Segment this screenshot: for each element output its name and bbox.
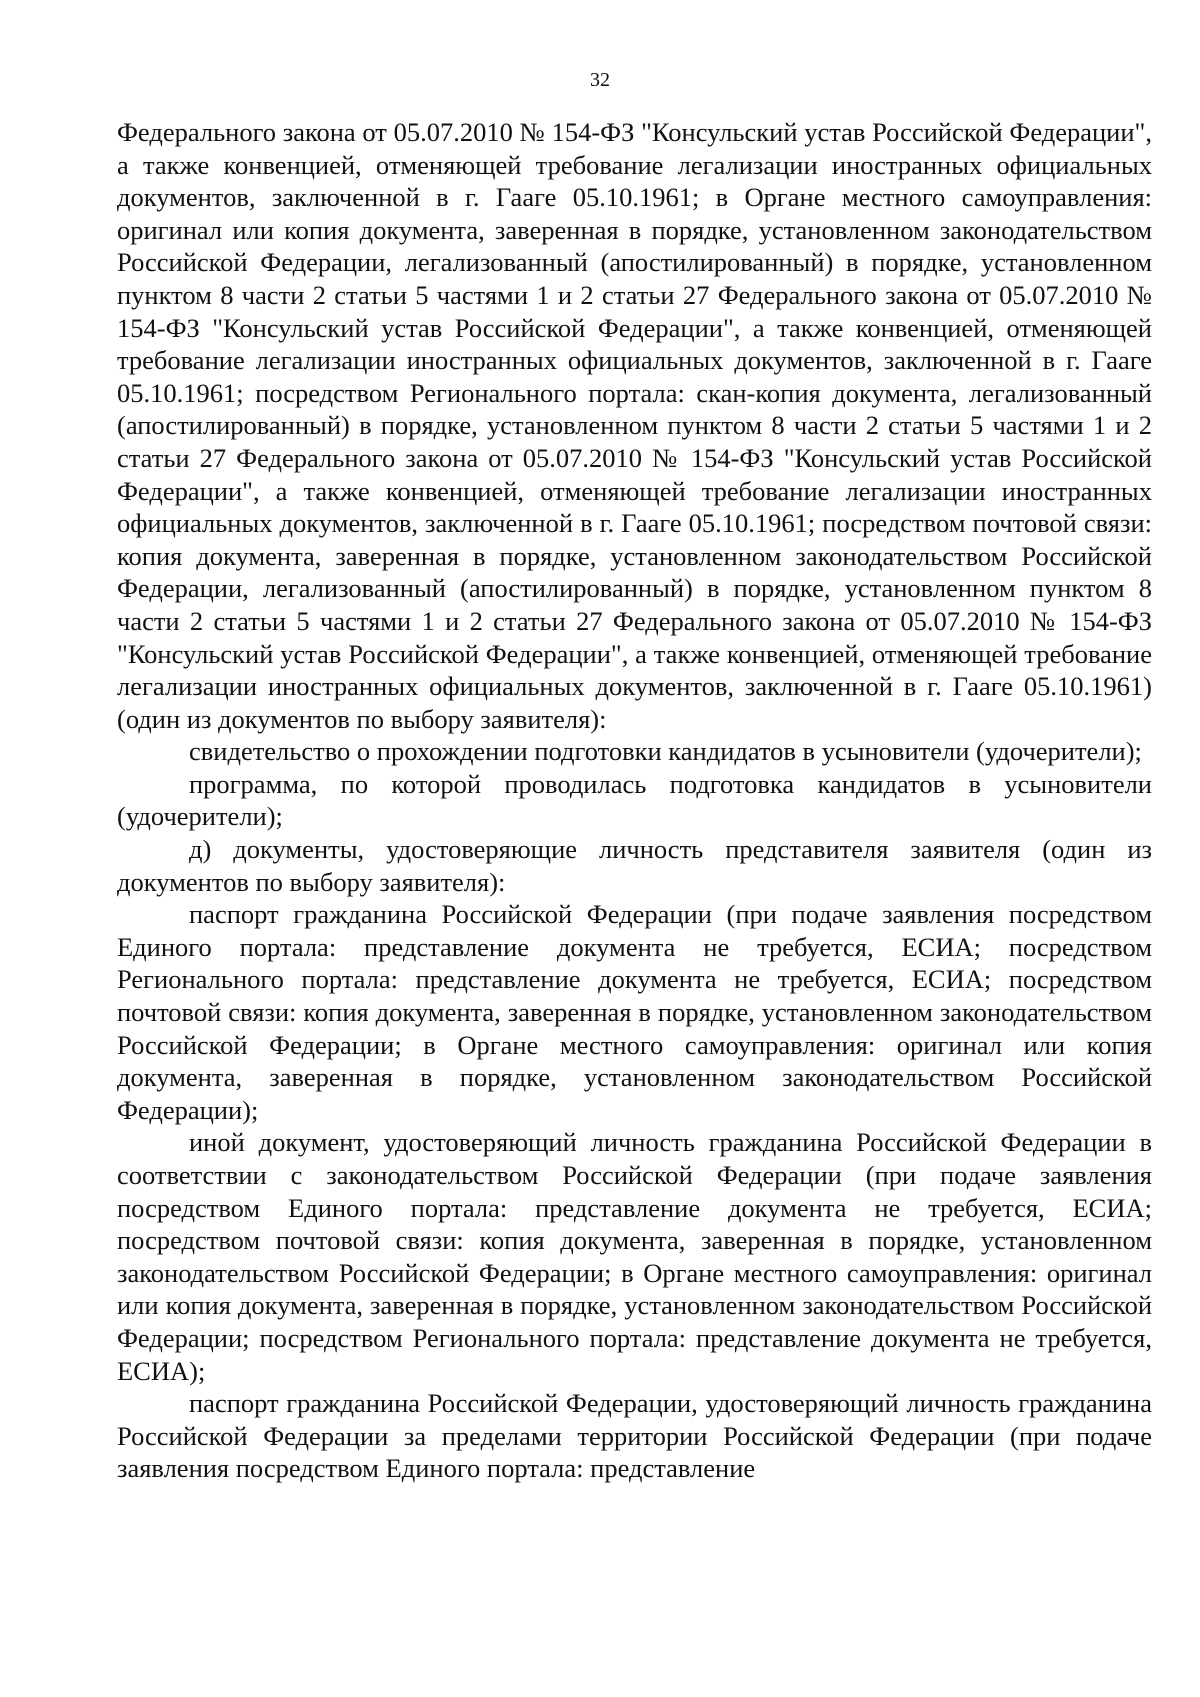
list-item-foreign-passport: паспорт гражданина Российской Федерации, удостоверяющий личность гражданина Российской Федерации за пределами территории Российской Федерации (при подаче заявления посредством Единого портала: представление <box>117 1388 1152 1484</box>
list-item-training-certificate: свидетельство о прохождении подготовки кандидатов в усыновители (удочерители); <box>189 736 1142 767</box>
list-item-other-id-document: иной документ, удостоверяющий личность гражданина Российской Федерации в соответствии с законодательством Российской Федерации (при подаче заявления посредством Единого портала: представление документа не требуется, ЕСИА; посредством почтовой связи: копия документа, заверенная в порядке, установленном законодательством Российской Федерации; в Органе местного самоуправления: оригинал или копия документа, заверенная в порядке, установленном законодательством Российской Федерации; посредством Регионального портала: представление документа не требуется, ЕСИА); <box>117 1127 1152 1386</box>
document-body <box>117 116 1152 1485</box>
subitem-d-representative-id: д) документы, удостоверяющие личность представителя заявителя (один из документов по выбору заявителя): <box>117 834 1152 897</box>
list-item-training-program: программа, по которой проводилась подготовка кандидатов в усыновители (удочерители); <box>117 768 1152 832</box>
page-number: 32 <box>590 69 610 91</box>
list-item-passport: паспорт гражданина Российской Федерации (при подаче заявления посредством Единого портала: представление документа не требуется, ЕСИА; посредством Регионального портала: представление документа не требуется, ЕСИА; посредством почтовой связи: копия документа, заверенная в порядке, установленном законодательством Российской Федерации; в Органе местного самоуправления: оригинал или копия документа, заверенная в порядке, установленном законодательством Российской Федерации); <box>117 899 1152 1125</box>
paragraph-consular-legalization: Федерального закона от 05.07.2010 № 154-ФЗ "Консульский устав Российской Федерации", а также конвенцией, отменяющей требование легализации иностранных официальных документов, заключенной в г. Гааге 05.10.1961; в Органе местного самоуправления: оригинал или копия документа, заверенная в порядке, установленном законодательством Российской Федерации, легализованный (апостилированный) в порядке, установленном пунктом 8 части 2 статьи 5 частями 1 и 2 статьи 27 Федерального закона от 05.07.2010 № 154-ФЗ "Консульский устав Российской Федерации", а также конвенцией, отменяющей требование легализации иностранных официальных документов, заключенной в г. Гааге 05.10.1961; посредством Регионального портала: скан-копия документа, легализованный (апостилированный) в порядке, установленном пунктом 8 части 2 статьи 5 частями 1 и 2 статьи 27 Федерального закона от 05.07.2010 № 154-ФЗ "Консульский устав Российской Федерации", а также конвенцией, отменяющей требование легализации иностранных официальных документов, заключенной в г. Гааге 05.10.1961; посредством почтовой связи: копия документа, заверенная в порядке, установленном законодательством Российской Федерации, легализованный (апостилированный) в порядке, установленном пунктом 8 части 2 статьи 5 частями 1 и 2 статьи 27 Федерального закона от 05.07.2010 № 154-ФЗ "Консульский устав Российской Федерации", а также конвенцией, отменяющей требование легализации иностранных официальных документов, заключенной в г. Гааге 05.10.1961) (один из документов по выбору заявителя): <box>117 117 1152 734</box>
